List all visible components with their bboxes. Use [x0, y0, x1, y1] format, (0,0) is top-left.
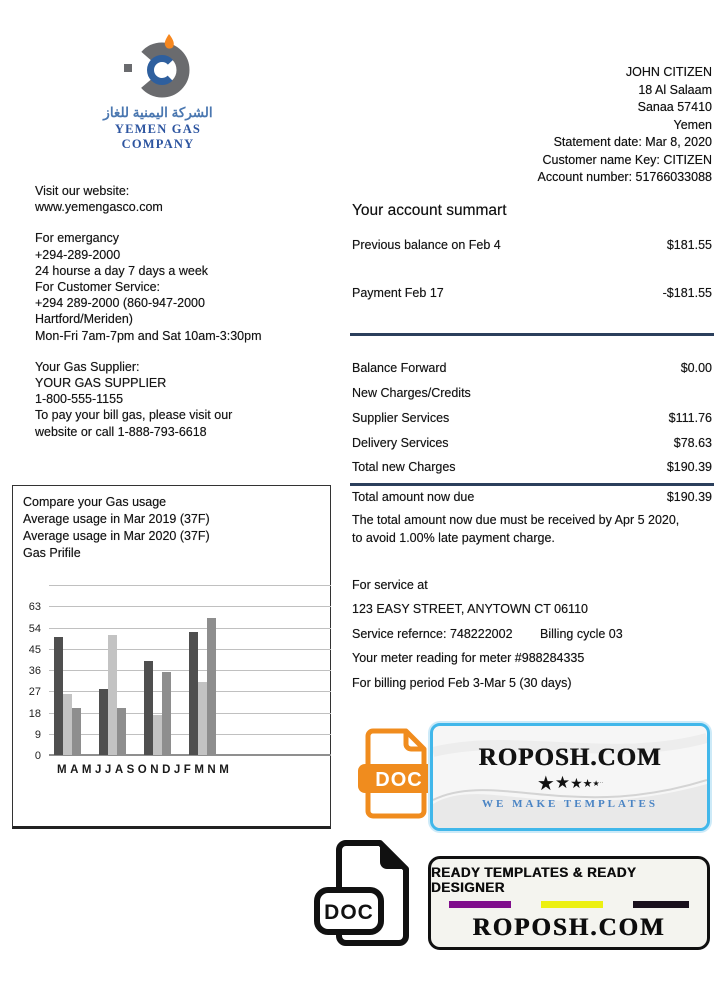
- meter-reading: Your meter reading for meter #988284335: [352, 651, 585, 665]
- chart-x-axis-labels: M A M J J A S O N D J F M N M: [57, 764, 229, 776]
- customer-key: Customer name Key: CITIZEN: [542, 152, 712, 167]
- emergency-phone: +294-289-2000: [35, 247, 121, 262]
- gas-usage-chart: [13, 586, 330, 816]
- roposh-title: ROPOSH.COM: [478, 744, 662, 771]
- company-name-english: YEMEN GAS COMPANY: [114, 122, 202, 151]
- supplier-name: YOUR GAS SUPPLIER: [35, 376, 167, 391]
- chart-profile-label: Gas Prifile: [23, 546, 81, 560]
- summary-row-payment: Payment Feb 17 -$181.55: [352, 286, 712, 300]
- customer-service-phone: +294 289-2000 (860-947-2000: [35, 296, 205, 311]
- banner1-stars: ★ ★ ★ ★ ★ · ·: [536, 772, 604, 795]
- summary-row-total-due: Total amount now due $190.39: [352, 490, 712, 504]
- website-url: www.yemengasco.com: [35, 200, 163, 215]
- flame-icon: [165, 34, 174, 49]
- service-reference: Service refernce: 748222002: [352, 627, 513, 641]
- divider-rule-bottom: [350, 483, 714, 486]
- supplier-group: [35, 359, 261, 440]
- summary-row-previous-balance: Previous balance on Feb 4 $181.55: [352, 238, 712, 252]
- emergency-label: For emergancy: [35, 231, 120, 246]
- chart-title: Compare your Gas usage: [23, 495, 167, 509]
- roposh-tagline: WE MAKE TEMPLATES: [482, 798, 658, 810]
- summary-row-total-new-charges: Total new Charges $190.39: [352, 460, 712, 474]
- summary-row-new-charges: New Charges/Credits: [352, 386, 471, 400]
- summary-row-balance-forward: Balance Forward $0.00: [352, 361, 712, 375]
- website-label: Visit our website:: [35, 184, 130, 198]
- summary-row-supplier-services: Supplier Services $111.76: [352, 411, 712, 425]
- recipient-city: Sanaa 57410: [637, 100, 712, 114]
- statement-date: Statement date: Mar 8, 2020: [553, 135, 712, 149]
- roposh-title-2: ROPOSH.COM: [472, 913, 666, 941]
- chart-header: [13, 486, 330, 562]
- customer-service-hours: Mon-Fri 7am-7pm and Sat 10am-3:30pm: [35, 328, 262, 343]
- service-heading: For service at: [352, 578, 428, 592]
- summary-row-delivery-services: Delivery Services $78.63: [352, 436, 712, 450]
- billing-period: For billing period Feb 3-Mar 5 (30 days): [352, 676, 572, 690]
- doc-file-icon-black: [312, 838, 412, 950]
- service-address: 123 EASY STREET, ANYTOWN CT 06110: [352, 602, 588, 616]
- pay-bill-line1: To pay your bill gas, please visit our: [35, 408, 233, 423]
- account-number: Account number: 51766033088: [537, 170, 712, 184]
- summary-title: Your account summart: [352, 202, 507, 219]
- recipient-country: Yemen: [673, 117, 712, 132]
- doc-orange-label: DOC: [375, 769, 423, 791]
- emergency-hours: 24 hourse a day 7 days a week: [35, 263, 209, 278]
- service-reference-row: [352, 627, 623, 641]
- chart-avg-2019: Average usage in Mar 2019 (37F): [23, 512, 210, 526]
- gas-company-logo-icon: [100, 34, 216, 98]
- website-group: [35, 183, 261, 215]
- doc-black-label: DOC: [324, 901, 374, 924]
- late-payment-notice: The total amount now due must be received by Apr 5 2020, to avoid 1.00% late payment charge.: [352, 513, 680, 545]
- ready-templates-text: READY TEMPLATES & READY DESIGNER: [431, 864, 636, 895]
- chart-plot-area: [49, 586, 331, 756]
- supplier-phone: 1-800-555-1155: [35, 392, 124, 407]
- company-name-arabic: الشركة اليمنية للغاز: [103, 105, 213, 120]
- pay-bill-line2: website or call 1-888-793-6618: [35, 424, 207, 439]
- divider-rule-top: [350, 333, 714, 336]
- recipient-street: 18 Al Salaam: [638, 82, 712, 97]
- contact-info-column: [35, 183, 261, 440]
- chart-y-axis-labels: 63 54 45 36 27 18 9 0: [28, 601, 41, 762]
- recipient-name: JOHN CITIZEN: [625, 65, 712, 79]
- gas-usage-box: [12, 485, 331, 829]
- banner2-bars: [449, 901, 689, 908]
- company-logo: [78, 34, 238, 152]
- billing-cycle: Billing cycle 03: [540, 627, 623, 641]
- emergency-group: [35, 230, 261, 343]
- chart-avg-2020: Average usage in Mar 2020 (37F): [23, 529, 210, 543]
- customer-service-location: Hartford/Meriden): [35, 312, 133, 327]
- supplier-label: Your Gas Supplier:: [35, 359, 140, 374]
- roposh-banner-blue: [430, 723, 710, 831]
- roposh-banner-black: [428, 856, 710, 950]
- customer-service-label: For Customer Service:: [35, 280, 161, 295]
- recipient-block: [538, 64, 712, 187]
